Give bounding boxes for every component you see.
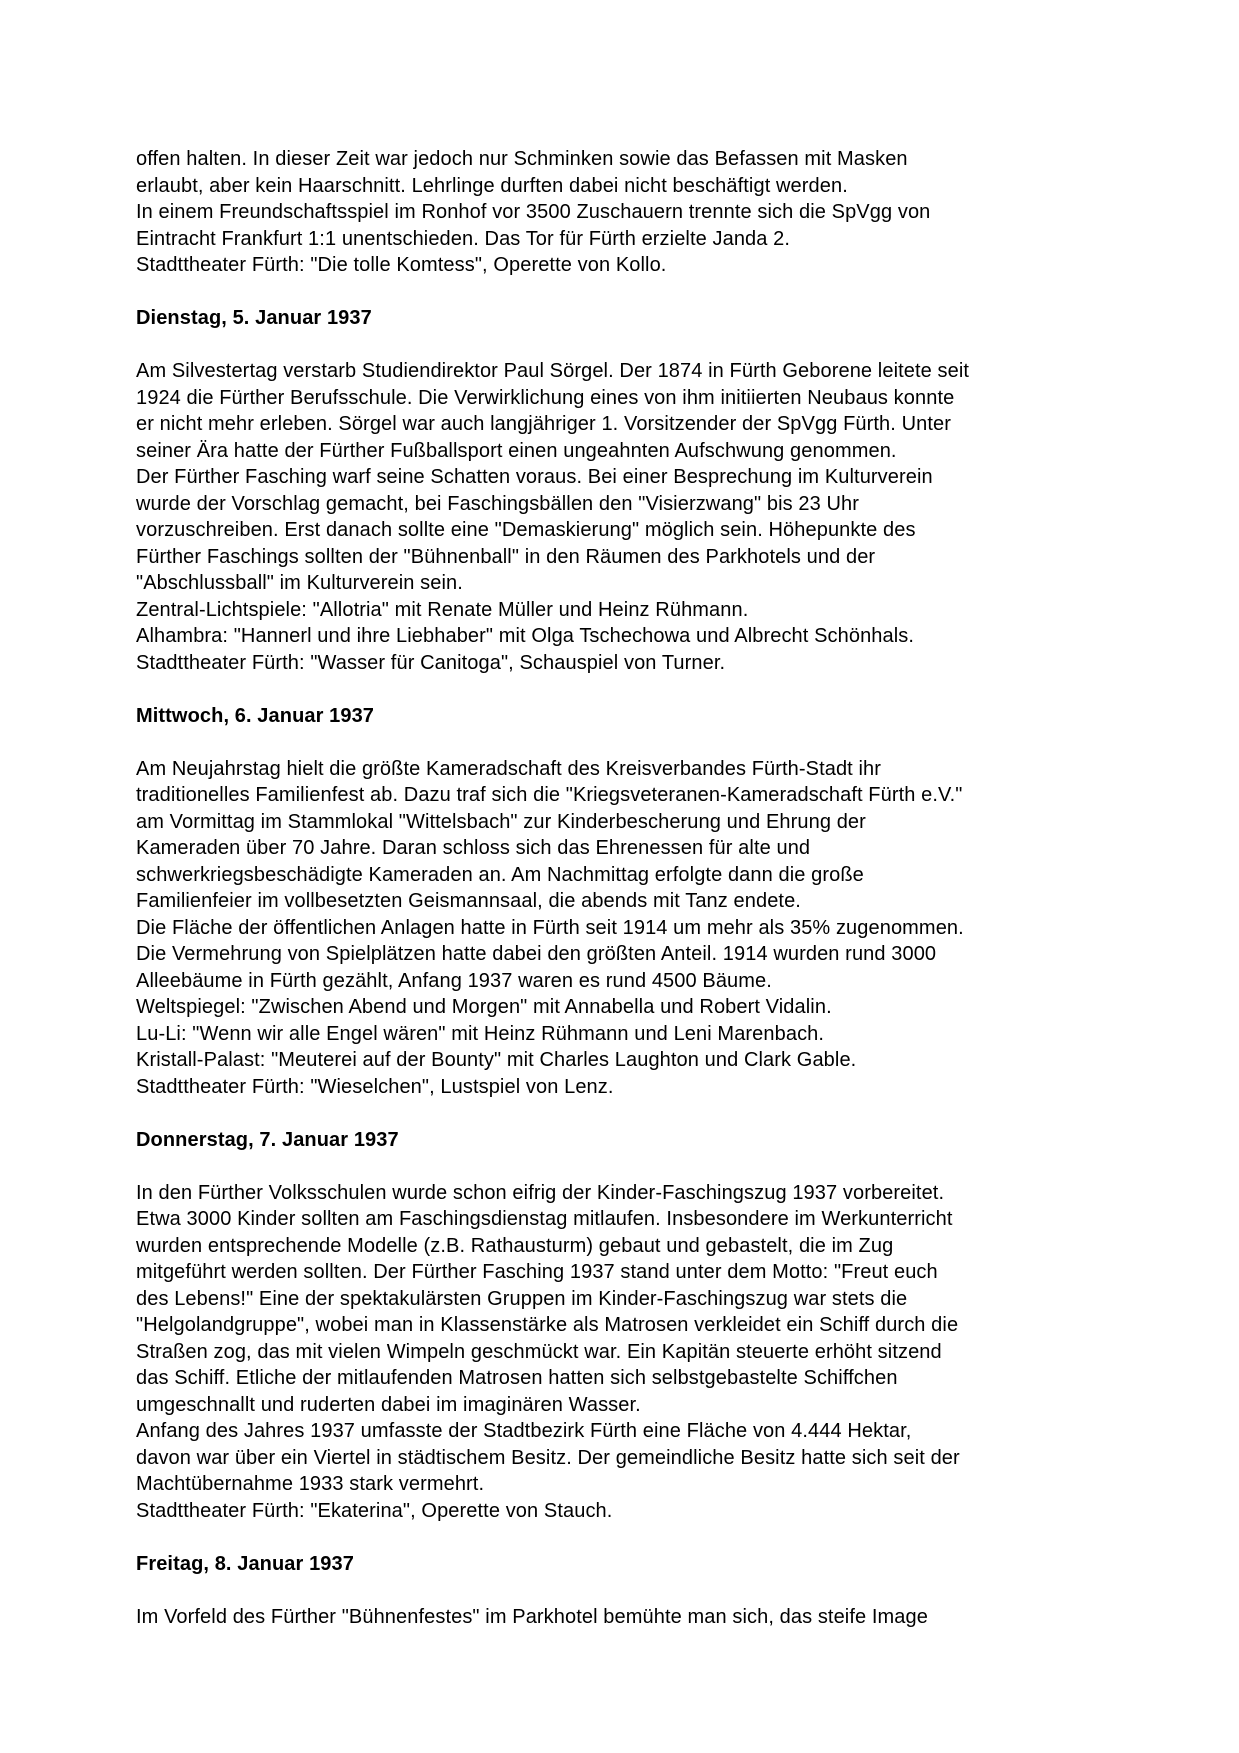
paragraph <box>136 358 1136 676</box>
text-line: Stadttheater Fürth: "Wasser für Canitoga", Schauspiel von Turner. <box>136 651 726 674</box>
text-line: wurde der Vorschlag gemacht, bei Faschingsbällen den "Visierzwang" bis 23 Uhr <box>136 492 860 515</box>
text-line: offen halten. In dieser Zeit war jedoch nur Schminken sowie das Befassen mit Masken <box>136 148 908 170</box>
text-line: Lu-Li: "Wenn wir alle Engel wären" mit Heinz Rühmann und Leni Marenbach. <box>136 1022 825 1045</box>
text-line: Am Neujahrstag hielt die größte Kameradschaft des Kreisverbandes Fürth-Stadt ihr <box>136 757 882 780</box>
text-line: davon war über ein Viertel in städtischem Besitz. Der gemeindliche Besitz hatte sich seit der <box>136 1446 960 1469</box>
paragraph <box>136 146 1136 279</box>
text-line: Straßen zog, das mit vielen Wimpeln geschmückt war. Ein Kapitän steuerte erhöht sitzend <box>136 1340 942 1363</box>
text-line: umgeschnallt und ruderten dabei im imaginären Wasser. <box>136 1393 641 1416</box>
text-line: Alhambra: "Hannerl und ihre Liebhaber" mit Olga Tschechowa und Albrecht Schönhals. <box>136 625 915 647</box>
text-line: er nicht mehr erleben. Sörgel war auch langjähriger 1. Vorsitzender der SpVgg Fürth. Unter <box>136 413 951 435</box>
text-line: Die Fläche der öffentlichen Anlagen hatte in Fürth seit 1914 um mehr als 35% zugenommen. <box>136 916 964 939</box>
text-line: Zentral-Lichtspiele: "Allotria" mit Renate Müller und Heinz Rühmann. <box>136 598 749 621</box>
text-line: Stadttheater Fürth: "Wieselchen", Lustspiel von Lenz. <box>136 1075 614 1098</box>
text-line: Machtübernahme 1933 stark vermehrt. <box>136 1473 485 1495</box>
text-line: Stadttheater Fürth: "Die tolle Komtess", Operette von Kollo. <box>136 254 667 276</box>
text-line: 1924 die Fürther Berufsschule. Die Verwirklichung eines von ihm initiierten Neubaus konnte <box>136 386 955 409</box>
text-line: Die Vermehrung von Spielplätzen hatte dabei den größten Anteil. 1914 wurden rund 3000 <box>136 943 937 965</box>
text-line: des Lebens!" Eine der spektakulärsten Gruppen im Kinder-Faschingszug war stets die <box>136 1287 908 1310</box>
text-line: Am Silvestertag verstarb Studiendirektor Paul Sörgel. Der 1874 in Fürth Geborene leitete seit <box>136 360 970 382</box>
text-line: vorzuschreiben. Erst danach sollte eine "Demaskierung" möglich sein. Höhepunkte des <box>136 519 916 541</box>
text-line: Kameraden über 70 Jahre. Daran schloss sich das Ehrenessen für alte und <box>136 837 811 859</box>
text-line: Kristall-Palast: "Meuterei auf der Bounty" mit Charles Laughton und Clark Gable. <box>136 1049 857 1071</box>
section-heading: Mittwoch, 6. Januar 1937 <box>136 704 375 727</box>
text-line: Etwa 3000 Kinder sollten am Faschingsdienstag mitlaufen. Insbesondere im Werkunterricht <box>136 1208 953 1230</box>
paragraph <box>136 1180 1136 1525</box>
text-line: Stadttheater Fürth: "Ekaterina", Operette von Stauch. <box>136 1499 613 1522</box>
text-line: Eintracht Frankfurt 1:1 unentschieden. Das Tor für Fürth erzielte Janda 2. <box>136 227 791 250</box>
text-line: In einem Freundschaftsspiel im Ronhof vor 3500 Zuschauern trennte sich die SpVgg von <box>136 201 931 223</box>
text-line: In den Fürther Volksschulen wurde schon eifrig der Kinder-Faschingszug 1937 vorbereitet. <box>136 1181 945 1204</box>
text-line: mitgeführt werden sollten. Der Fürther Fasching 1937 stand unter dem Motto: "Freut euch <box>136 1261 938 1283</box>
text-line: erlaubt, aber kein Haarschnitt. Lehrlinge durften dabei nicht beschäftigt werden. <box>136 174 848 197</box>
document-content <box>136 146 1136 1630</box>
text-line: Alleebäume in Fürth gezählt, Anfang 1937 waren es rund 4500 Bäume. <box>136 969 772 992</box>
section-heading: Donnerstag, 7. Januar 1937 <box>136 1128 399 1151</box>
text-line: Anfang des Jahres 1937 umfasste der Stadtbezirk Fürth eine Fläche von 4.444 Hektar, <box>136 1420 912 1442</box>
text-line: Im Vorfeld des Fürther "Bühnenfestes" im Parkhotel bemühte man sich, das steife Image <box>136 1605 928 1628</box>
text-line: Weltspiegel: "Zwischen Abend und Morgen" mit Annabella und Robert Vidalin. <box>136 996 832 1018</box>
text-line: am Vormittag im Stammlokal "Wittelsbach" zur Kinderbescherung und Ehrung der <box>136 810 866 833</box>
text-line: Der Fürther Fasching warf seine Schatten voraus. Bei einer Besprechung im Kulturverein <box>136 466 933 488</box>
text-line: das Schiff. Etliche der mitlaufenden Matrosen hatten sich selbstgebastelte Schiffchen <box>136 1367 898 1389</box>
paragraph <box>136 756 1136 1101</box>
text-line: traditionelles Familienfest ab. Dazu traf sich die "Kriegsveteranen-Kameradschaft Fürth e.V." <box>136 784 963 806</box>
text-line: Familienfeier im vollbesetzten Geismannsaal, die abends mit Tanz endete. <box>136 890 801 912</box>
text-line: wurden entsprechende Modelle (z.B. Rathausturm) gebaut und gebastelt, die im Zug <box>136 1234 894 1257</box>
text-line: "Helgolandgruppe", wobei man in Klassenstärke als Matrosen verkleidet ein Schiff durch die <box>136 1314 959 1336</box>
section-heading: Freitag, 8. Januar 1937 <box>136 1552 354 1575</box>
section-heading: Dienstag, 5. Januar 1937 <box>136 307 372 329</box>
text-line: Fürther Faschings sollten der "Bühnenball" in den Räumen des Parkhotels und der <box>136 545 876 568</box>
text-line: schwerkriegsbeschädigte Kameraden an. Am Nachmittag erfolgte dann die große <box>136 863 864 886</box>
paragraph <box>136 1604 1136 1631</box>
text-line: "Abschlussball" im Kulturverein sein. <box>136 572 463 594</box>
text-line: seiner Ära hatte der Fürther Fußballsport einen ungeahnten Aufschwung genommen. <box>136 439 897 462</box>
